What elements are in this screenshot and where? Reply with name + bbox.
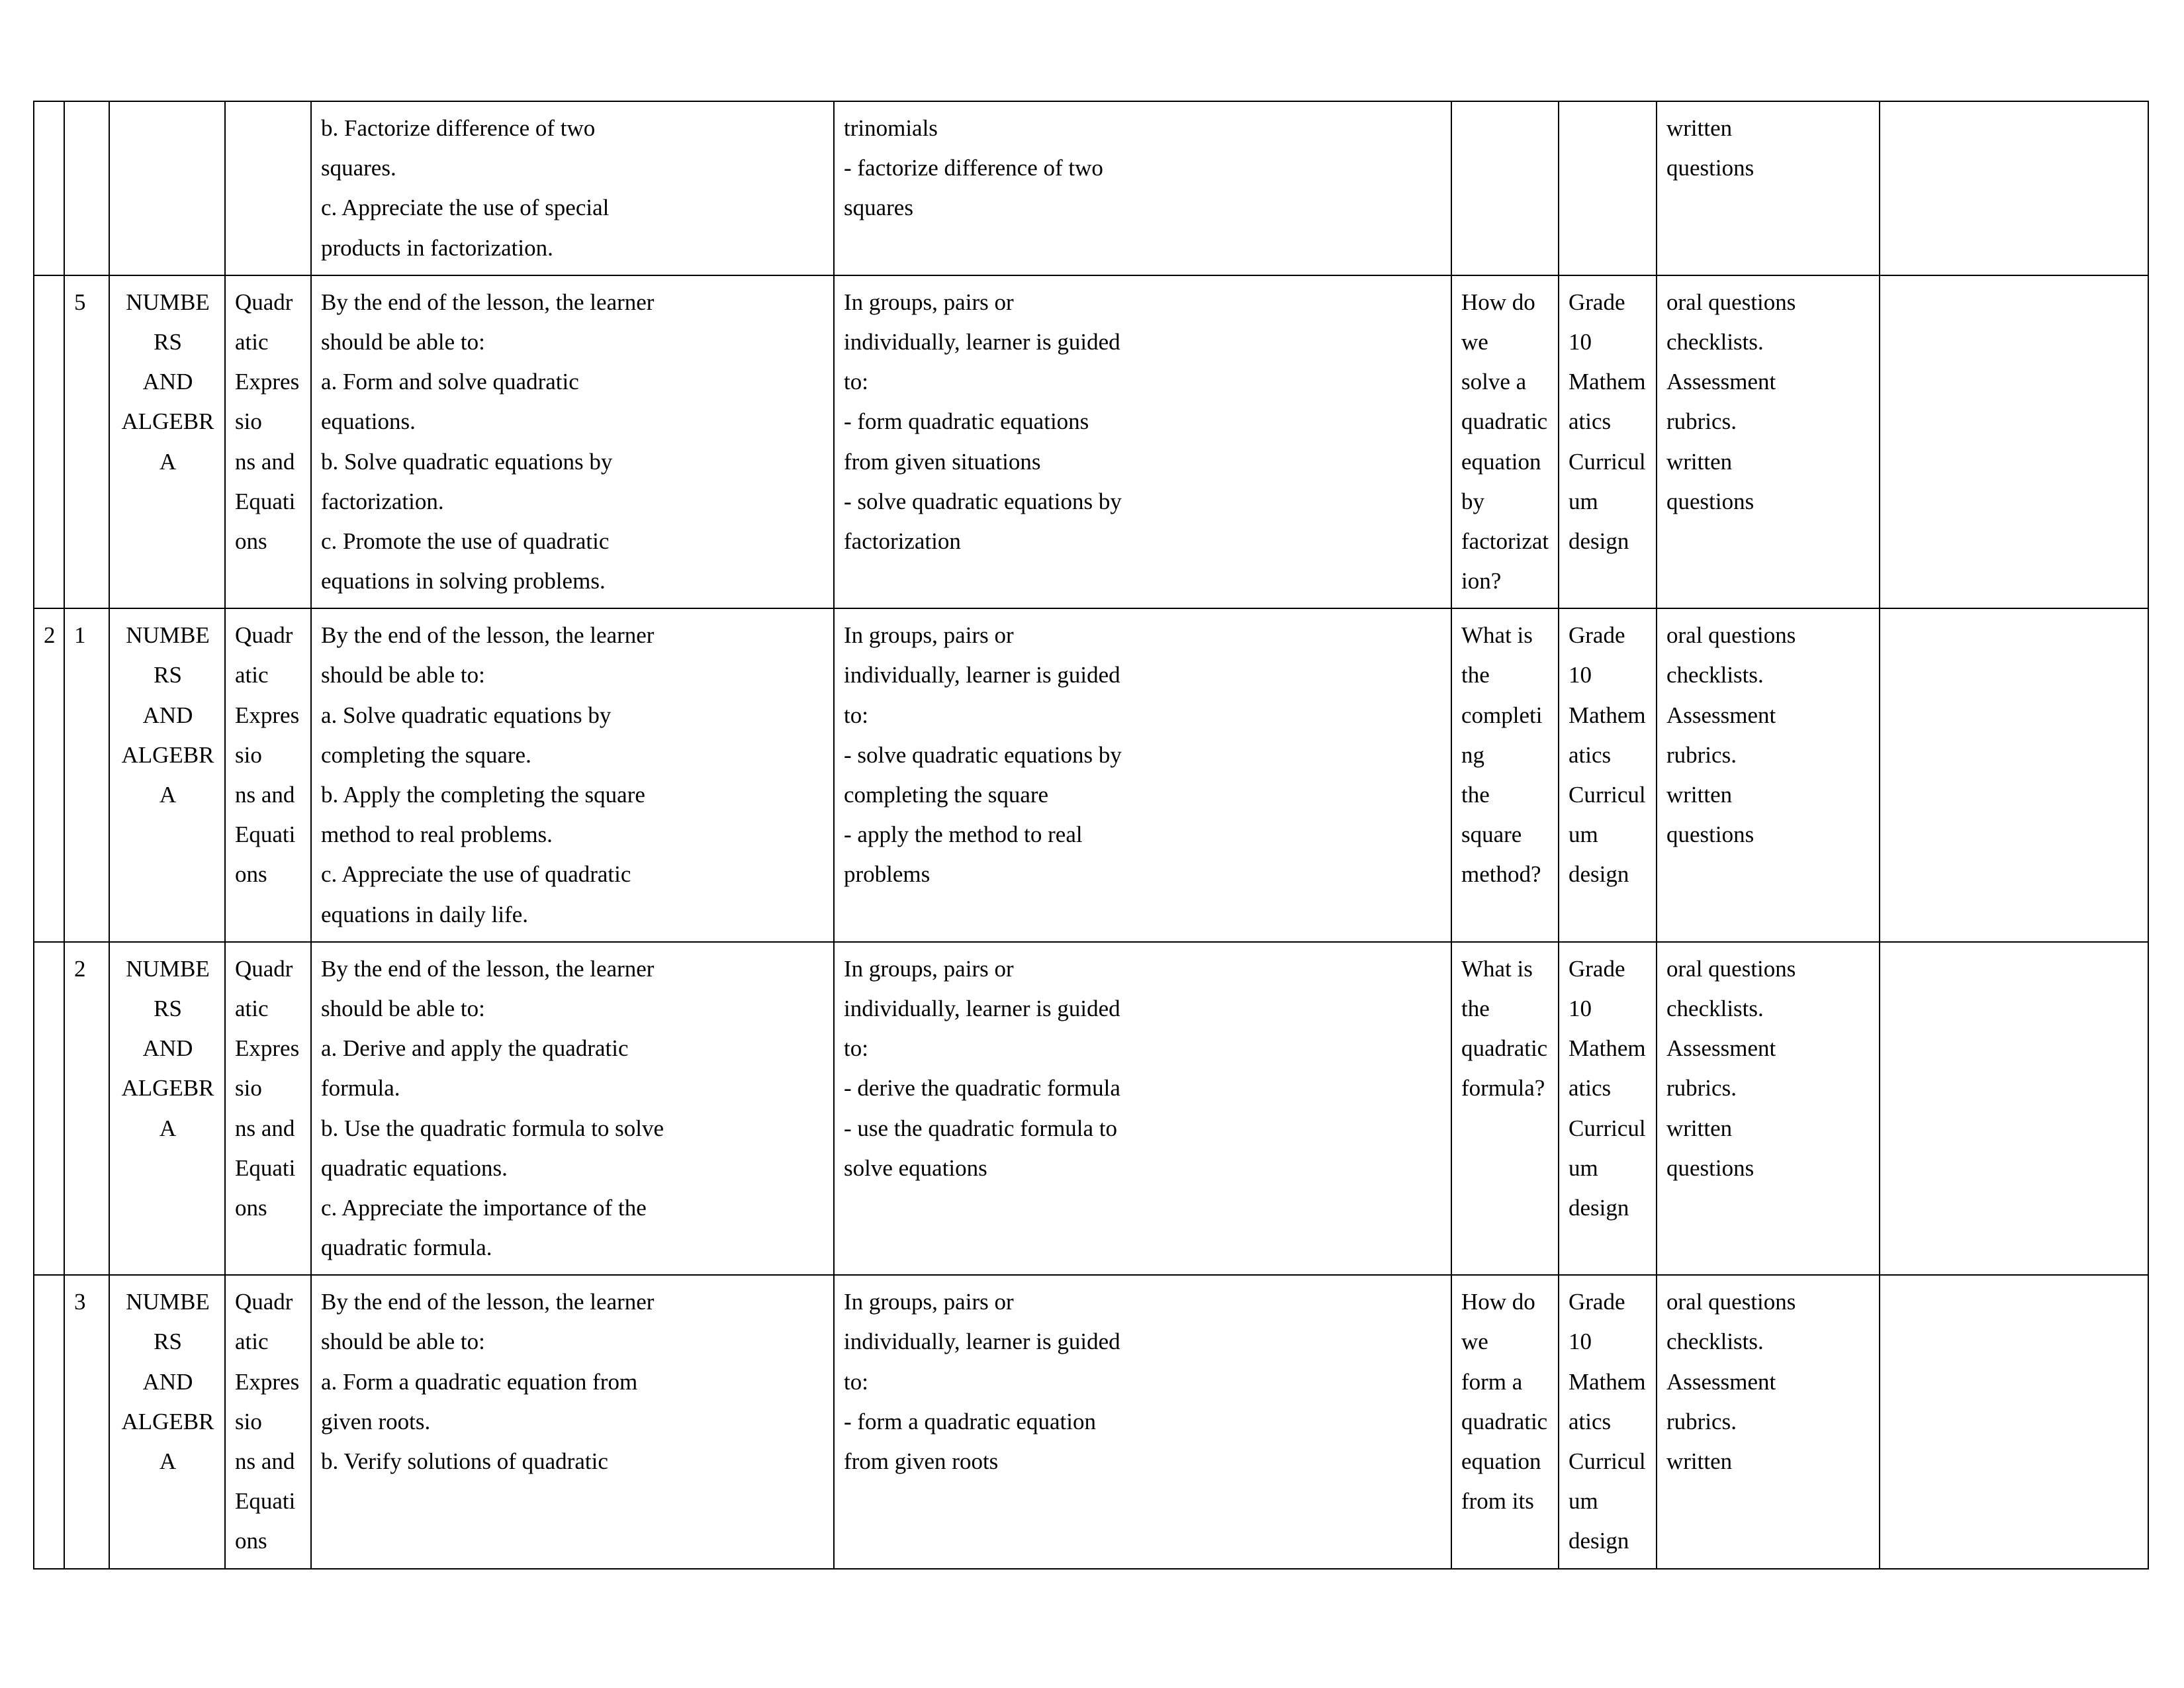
cell-text-line: Equations [235,488,296,554]
cell-text-line: By the end of the lesson, the learner [321,622,655,649]
cell-assessment-methods [1657,942,1880,1276]
cell-text-line: NUMBERS [126,622,210,688]
cell-text-line: form a [1461,1368,1523,1395]
cell-strand [109,275,225,609]
table-row [34,942,2148,1276]
cell-text-line: equation by [1461,448,1541,514]
cell-lesson [64,608,109,942]
cell-learning-experiences [834,942,1451,1276]
cell-text-line: ALGEBRA [121,408,214,475]
cell-lesson [64,942,109,1276]
cell-text-line: should be able to: [321,1329,485,1355]
cell-text-line: questions [1666,821,1754,848]
cell-text-line: Quadratic [235,622,293,688]
cell-text-line: By the end of the lesson, the learner [321,289,655,315]
cell-week [34,942,64,1276]
cell-text-line: individually, learner is guided [844,995,1120,1021]
cell-text-line: formula? [1461,1075,1545,1102]
cell-sub-strand [225,608,311,942]
cell-text-line: checklists. [1666,328,1764,355]
cell-text-line: Expressio [235,1035,300,1102]
cell-text-line: 5 [74,289,86,315]
cell-lesson [64,101,109,275]
table-row [34,275,2148,609]
cell-text-line: In groups, pairs or [844,622,1014,649]
cell-learning-resources [1559,275,1657,609]
cell-week [34,275,64,609]
cell-text-line: Grade 10 [1569,289,1625,355]
cell-reflection [1880,608,2148,942]
cell-text-line: Mathematics [1569,1368,1646,1434]
cell-text-line: c. Appreciate the importance of the [321,1194,647,1221]
cell-text-line: Quadratic [235,1289,293,1355]
cell-text-line: rubrics. [1666,1075,1737,1102]
cell-text-line: rubrics. [1666,408,1737,435]
cell-text-line: Equations [235,1154,296,1221]
cell-text-line: How do we [1461,1289,1535,1355]
cell-key-inquiry-question [1451,608,1559,942]
cell-text-line: a. Derive and apply the quadratic [321,1035,629,1062]
cell-text-line: design [1569,861,1629,888]
cell-text-line: written [1666,448,1733,475]
cell-text-line: should be able to: [321,328,485,355]
cell-text-line: Assessment [1666,1035,1776,1062]
cell-learning-resources [1559,942,1657,1276]
cell-key-inquiry-question [1451,942,1559,1276]
cell-text-line: to: [844,1035,868,1062]
cell-text-line: oral questions [1666,1289,1796,1315]
cell-text-line: equations in solving problems. [321,568,606,594]
cell-text-line: individually, learner is guided [844,1329,1120,1355]
cell-text-line: Grade 10 [1569,622,1625,688]
cell-text-line: 3 [74,1289,86,1315]
cell-text-line: - use the quadratic formula to [844,1115,1118,1141]
cell-text-line: Grade 10 [1569,955,1625,1021]
cell-text-line: quadratic formula. [321,1235,492,1261]
cell-assessment-methods [1657,101,1880,275]
cell-sub-strand [225,942,311,1276]
cell-text-line: Curriculum [1569,448,1646,514]
cell-text-line: rubrics. [1666,741,1737,768]
table-row [34,1275,2148,1568]
cell-learning-resources [1559,1275,1657,1568]
cell-text-line: - apply the method to real [844,821,1083,848]
cell-text-line: from given roots [844,1448,999,1474]
cell-lesson [64,275,109,609]
cell-learning-experiences [834,1275,1451,1568]
cell-text-line: individually, learner is guided [844,662,1120,688]
cell-learning-experiences [834,275,1451,609]
cell-text-line: checklists. [1666,662,1764,688]
cell-sub-strand [225,275,311,609]
cell-text-line: By the end of the lesson, the learner [321,1289,655,1315]
cell-text-line: By the end of the lesson, the learner [321,955,655,982]
cell-text-line: b. Apply the completing the square [321,782,645,808]
cell-text-line: written [1666,1448,1733,1474]
cell-text-line: questions [1666,155,1754,181]
cell-text-line: ALGEBRA [121,1408,214,1474]
cell-text-line: squares [844,195,913,221]
cell-learning-outcomes [311,101,834,275]
cell-assessment-methods [1657,1275,1880,1568]
cell-text-line: written [1666,115,1733,141]
cell-text-line: to: [844,1368,868,1395]
cell-text-line: problems [844,861,931,888]
cell-text-line: oral questions [1666,955,1796,982]
cell-text-line: checklists. [1666,995,1764,1021]
cell-text-line: Assessment [1666,702,1776,728]
cell-text-line: AND [142,369,193,395]
cell-text-line: - derive the quadratic formula [844,1075,1120,1102]
cell-learning-experiences [834,101,1451,275]
cell-text-line: design [1569,528,1629,554]
cell-text-line: Mathematics [1569,702,1646,768]
cell-text-line: b. Solve quadratic equations by [321,448,613,475]
cell-text-line: questions [1666,1154,1754,1181]
cell-sub-strand [225,1275,311,1568]
cell-text-line: - solve quadratic equations by [844,488,1122,514]
cell-assessment-methods [1657,275,1880,609]
cell-text-line: equation [1461,1448,1541,1474]
cell-key-inquiry-question [1451,1275,1559,1568]
cell-text-line: Mathematics [1569,1035,1646,1102]
cell-text-line: NUMBERS [126,1289,210,1355]
cell-text-line: - form a quadratic equation [844,1408,1096,1434]
cell-text-line: completing [1461,702,1543,768]
cell-text-line: from given situations [844,448,1041,475]
cell-text-line: rubrics. [1666,1408,1737,1434]
cell-text-line: 1 [74,622,86,649]
cell-text-line: squares. [321,155,396,181]
cell-text-line: In groups, pairs or [844,1289,1014,1315]
cell-text-line: c. Appreciate the use of quadratic [321,861,631,888]
cell-reflection [1880,275,2148,609]
cell-week [34,101,64,275]
cell-text-line: AND [142,1035,193,1062]
cell-text-line: AND [142,702,193,728]
cell-text-line: should be able to: [321,662,485,688]
cell-learning-outcomes [311,1275,834,1568]
cell-text-line: from its [1461,1488,1534,1515]
cell-text-line: factorization [844,528,961,554]
cell-reflection [1880,101,2148,275]
cell-text-line: solve a [1461,369,1527,395]
cell-text-line: method to real problems. [321,821,553,848]
cell-text-line: formula. [321,1075,400,1102]
cell-text-line: Mathematics [1569,369,1646,435]
cell-text-line: AND [142,1368,193,1395]
cell-text-line: Equations [235,1488,296,1554]
cell-text-line: - form quadratic equations [844,408,1089,435]
cell-text-line: b. Use the quadratic formula to solve [321,1115,664,1141]
cell-key-inquiry-question [1451,101,1559,275]
cell-week [34,608,64,942]
cell-text-line: solve equations [844,1154,987,1181]
cell-text-line: NUMBERS [126,955,210,1021]
cell-text-line: 2 [74,955,86,982]
cell-text-line: design [1569,1528,1629,1554]
cell-text-line: completing the square. [321,741,531,768]
cell-reflection [1880,942,2148,1276]
cell-text-line: quadratic equations. [321,1154,508,1181]
cell-text-line: ALGEBRA [121,741,214,808]
cell-text-line: equations in daily life. [321,901,528,927]
cell-learning-outcomes [311,608,834,942]
cell-text-line: should be able to: [321,995,485,1021]
cell-strand [109,942,225,1276]
cell-text-line: a. Form a quadratic equation from [321,1368,638,1395]
cell-text-line: ALGEBRA [121,1075,214,1141]
scheme-of-work-table [33,101,2149,1570]
cell-text-line: a. Form and solve quadratic [321,369,579,395]
cell-text-line: to: [844,369,868,395]
cell-text-line: ns and [235,1115,295,1141]
cell-text-line: b. Factorize difference of two [321,115,596,141]
cell-text-line: Assessment [1666,369,1776,395]
cell-text-line: quadratic [1461,408,1548,435]
cell-text-line: In groups, pairs or [844,955,1014,982]
cell-text-line: oral questions [1666,289,1796,315]
scheme-of-work-table-wrapper [33,101,2148,1570]
cell-text-line: Expressio [235,1368,300,1434]
cell-strand [109,608,225,942]
cell-learning-resources [1559,101,1657,275]
cell-text-line: given roots. [321,1408,431,1434]
cell-text-line: method? [1461,861,1541,888]
cell-text-line: written [1666,1115,1733,1141]
cell-text-line: quadratic [1461,1035,1548,1062]
cell-text-line: Curriculum [1569,1115,1646,1181]
cell-text-line: c. Appreciate the use of special [321,195,610,221]
cell-text-line: Assessment [1666,1368,1776,1395]
cell-text-line: ns and [235,1448,295,1474]
cell-text-line: In groups, pairs or [844,289,1014,315]
cell-text-line: trinomials [844,115,938,141]
cell-learning-experiences [834,608,1451,942]
cell-text-line: - factorize difference of two [844,155,1103,181]
table-row [34,101,2148,275]
cell-text-line: c. Promote the use of quadratic [321,528,610,554]
cell-learning-outcomes [311,275,834,609]
cell-text-line: factorization? [1461,528,1549,594]
cell-text-line: to: [844,702,868,728]
cell-text-line: Curriculum [1569,1448,1646,1515]
cell-text-line: 2 [44,622,56,649]
cell-learning-resources [1559,608,1657,942]
cell-week [34,1275,64,1568]
cell-text-line: factorization. [321,488,444,514]
cell-text-line: NUMBERS [126,289,210,355]
cell-text-line: ns and [235,448,295,475]
cell-text-line: Equations [235,821,296,888]
cell-reflection [1880,1275,2148,1568]
cell-key-inquiry-question [1451,275,1559,609]
cell-text-line: a. Solve quadratic equations by [321,702,612,728]
cell-text-line: completing the square [844,782,1049,808]
cell-text-line: Grade 10 [1569,1289,1625,1355]
cell-strand [109,101,225,275]
cell-sub-strand [225,101,311,275]
cell-text-line: b. Verify solutions of quadratic [321,1448,608,1474]
cell-text-line: individually, learner is guided [844,328,1120,355]
cell-text-line: Curriculum [1569,782,1646,848]
cell-text-line: written [1666,782,1733,808]
table-row [34,608,2148,942]
cell-text-line: ns and [235,782,295,808]
cell-text-line: design [1569,1194,1629,1221]
cell-text-line: products in factorization. [321,234,553,261]
cell-strand [109,1275,225,1568]
cell-text-line: Expressio [235,702,300,768]
cell-text-line: checklists. [1666,1329,1764,1355]
cell-text-line: equations. [321,408,416,435]
cell-text-line: questions [1666,488,1754,514]
cell-assessment-methods [1657,608,1880,942]
cell-lesson [64,1275,109,1568]
cell-text-line: quadratic [1461,1408,1548,1434]
cell-learning-outcomes [311,942,834,1276]
cell-text-line: the square [1461,782,1522,848]
cell-text-line: Quadratic [235,289,293,355]
cell-text-line: - solve quadratic equations by [844,741,1122,768]
cell-text-line: What is the [1461,955,1533,1021]
cell-text-line: oral questions [1666,622,1796,649]
cell-text-line: Expressio [235,369,300,435]
table-body [34,101,2148,1569]
cell-text-line: How do we [1461,289,1535,355]
cell-text-line: Quadratic [235,955,293,1021]
cell-text-line: What is the [1461,622,1533,688]
